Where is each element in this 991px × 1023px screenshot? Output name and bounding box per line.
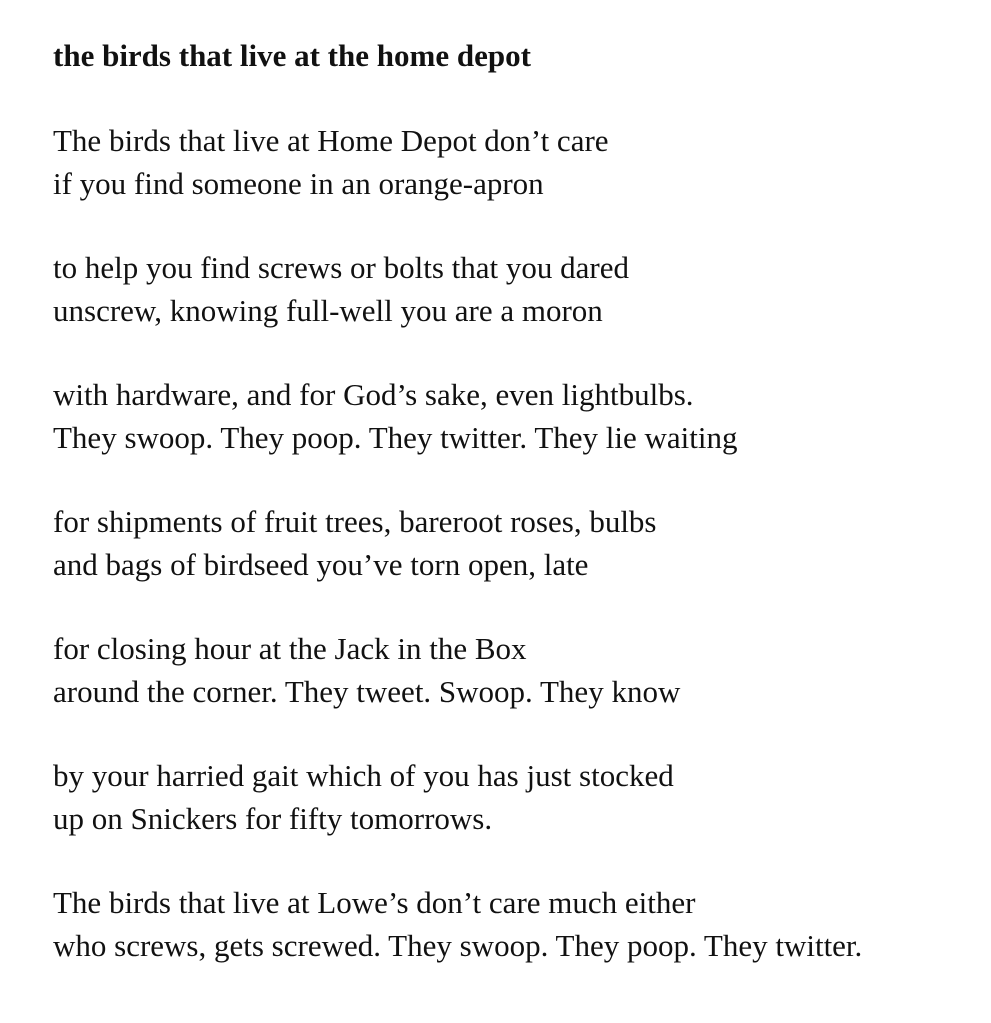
poem-line: for shipments of fruit trees, bareroot roses, bulbs: [53, 504, 657, 539]
stanza-3: [53, 373, 978, 459]
stanza-1: [53, 119, 978, 205]
poem: [53, 34, 978, 967]
poem-line: They swoop. They poop. They twitter. They lie waiting: [53, 420, 738, 455]
poem-line: The birds that live at Lowe’s don’t care much either: [53, 885, 696, 920]
poem-line: for closing hour at the Jack in the Box: [53, 631, 527, 666]
poem-line: up on Snickers for fifty tomorrows.: [53, 801, 493, 836]
stanza-4: [53, 500, 978, 586]
poem-line: with hardware, and for God’s sake, even lightbulbs.: [53, 377, 694, 412]
stanza-6: [53, 754, 978, 840]
stanza-2: [53, 246, 978, 332]
poem-line: who screws, gets screwed. They swoop. They poop. They twitter.: [53, 928, 863, 963]
poem-line: The birds that live at Home Depot don’t care: [53, 123, 609, 158]
poem-title: the birds that live at the home depot: [53, 38, 531, 73]
poem-line: if you find someone in an orange-apron: [53, 166, 544, 201]
stanza-7: [53, 881, 978, 967]
poem-line: by your harried gait which of you has just stocked: [53, 758, 674, 793]
poem-line: unscrew, knowing full-well you are a moron: [53, 293, 603, 328]
poem-line: around the corner. They tweet. Swoop. They know: [53, 674, 681, 709]
poem-line: to help you find screws or bolts that you dared: [53, 250, 629, 285]
poem-line: and bags of birdseed you’ve torn open, late: [53, 547, 589, 582]
stanza-5: [53, 627, 978, 713]
